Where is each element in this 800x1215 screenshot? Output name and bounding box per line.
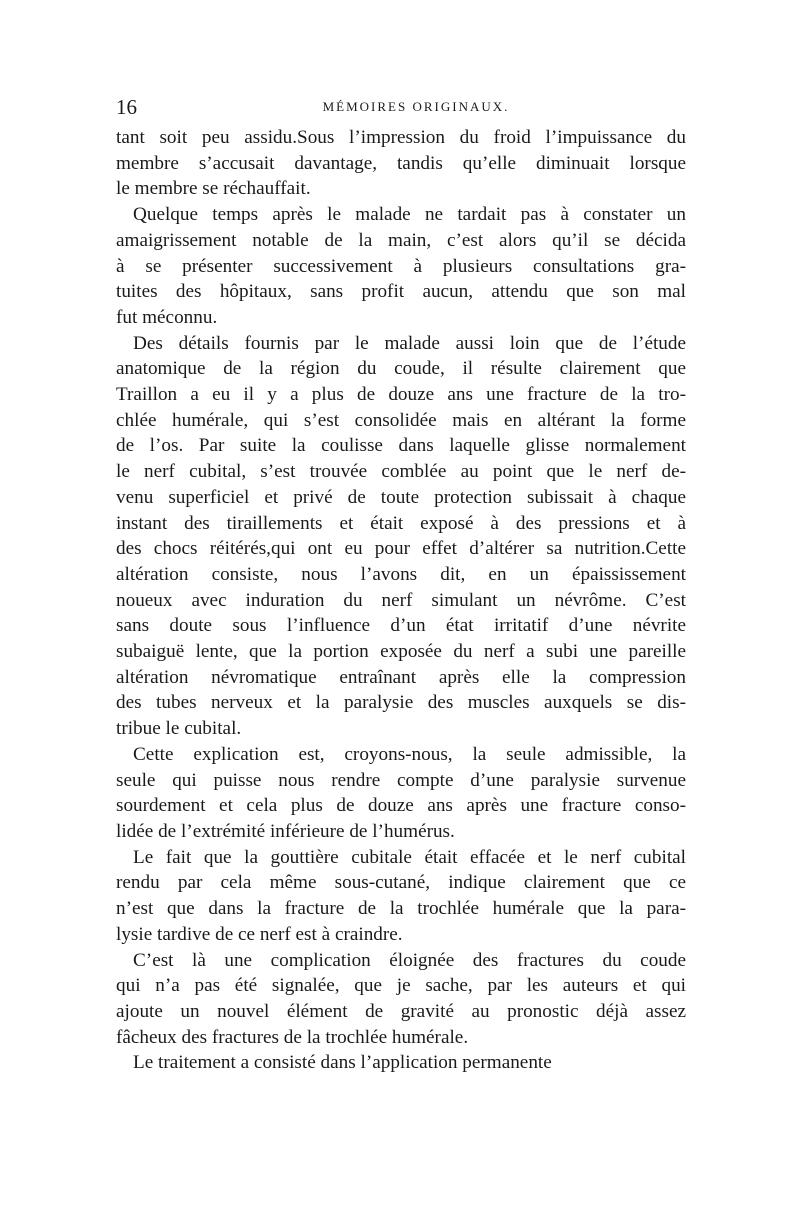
text-line: tant soit peu assidu.Sous l’impression du froid l’impuissance du [116,127,686,148]
body-text [116,125,686,1076]
text-line: altération consiste, nous l’avons dit, en un épaississement [116,563,686,585]
page-header [116,92,686,122]
text-line: de l’os. Par suite la coulisse dans laquelle glisse normalement [116,435,686,457]
text-line: à se présenter successivement à plusieurs consultations gra- [116,255,686,277]
text-line: membre s’accusait davantage, tandis qu’elle diminuait lorsque [116,152,686,174]
text-line: altération névromatique entraînant après elle la compression [116,666,686,688]
text-line: des chocs réitérés,qui ont eu pour effet d’altérer sa nutrition.Cette [116,538,686,560]
text-line: noueux avec induration du nerf simulant un névrôme. C’est [116,589,686,611]
paragraph [116,948,686,1051]
page [116,92,686,1076]
paragraph [116,1050,686,1076]
text-line: Le fait que la gouttière cubitale était effacée et le nerf cubital [133,846,686,868]
text-line: amaigrissement notable de la main, c’est alors qu’il se décida [116,229,686,251]
text-line: le membre se réchauffait. [116,178,311,200]
text-line: Cette explication est, croyons-nous, la seule admissible, la [133,743,686,765]
text-line: instant des tiraillements et était exposé à des pressions et à [116,512,686,534]
text-line: sourdement et cela plus de douze ans après une fracture conso- [116,795,686,817]
text-line: des tubes nerveux et la paralysie des muscles auxquels se dis- [116,692,686,714]
running-title: MÉMOIRES ORIGINAUX. [322,99,510,114]
paragraph [116,125,686,202]
page-number: 16 [116,95,137,119]
text-line: lidée de l’extrémité inférieure de l’humérus. [116,820,455,842]
text-line: sans doute sous l’influence d’un état irritatif d’une névrite [116,615,686,637]
text-line: tuites des hôpitaux, sans profit aucun, attendu que son mal [116,281,686,303]
text-line: seule qui puisse nous rendre compte d’une paralysie survenue [116,769,686,791]
text-line: subaiguë lente, que la portion exposée du nerf a subi une pareille [116,641,686,663]
text-line: lysie tardive de ce nerf est à craindre. [116,923,403,945]
paragraph [116,742,686,845]
text-line: rendu par cela même sous-cutané, indique clairement que ce [116,872,686,894]
text-line: fâcheux des fractures de la trochlée humérale. [116,1026,469,1048]
text-line: tribue le cubital. [116,718,242,740]
text-line: C’est là une complication éloignée des fractures du coude [133,949,686,971]
text-line: n’est que dans la fracture de la trochlée humérale que la para- [116,898,686,920]
text-line: Quelque temps après le malade ne tardait pas à constater un [133,204,686,226]
text-line: Des détails fournis par le malade aussi loin que de l’étude [133,332,686,354]
paragraph [116,202,686,331]
text-line: anatomique de la région du coude, il résulte clairement que [116,358,686,380]
text-line: ajoute un nouvel élément de gravité au pronostic déjà assez [116,1000,686,1022]
text-line: le nerf cubital, s’est trouvée comblée au point que le nerf de- [116,461,686,483]
paragraph [116,331,686,742]
text-line: venu superficiel et privé de toute protection subissait à chaque [116,486,686,508]
text-line: chlée humérale, qui s’est consolidée mais en altérant la forme [116,409,686,431]
text-line: Le traitement a consisté dans l’application permanente [133,1052,552,1074]
text-line: Traillon a eu il y a plus de douze ans une fracture de la tro- [116,384,686,406]
text-line: fut méconnu. [116,306,218,328]
paragraph [116,845,686,948]
text-line: qui n’a pas été signalée, que je sache, par les auteurs et qui [116,975,686,997]
